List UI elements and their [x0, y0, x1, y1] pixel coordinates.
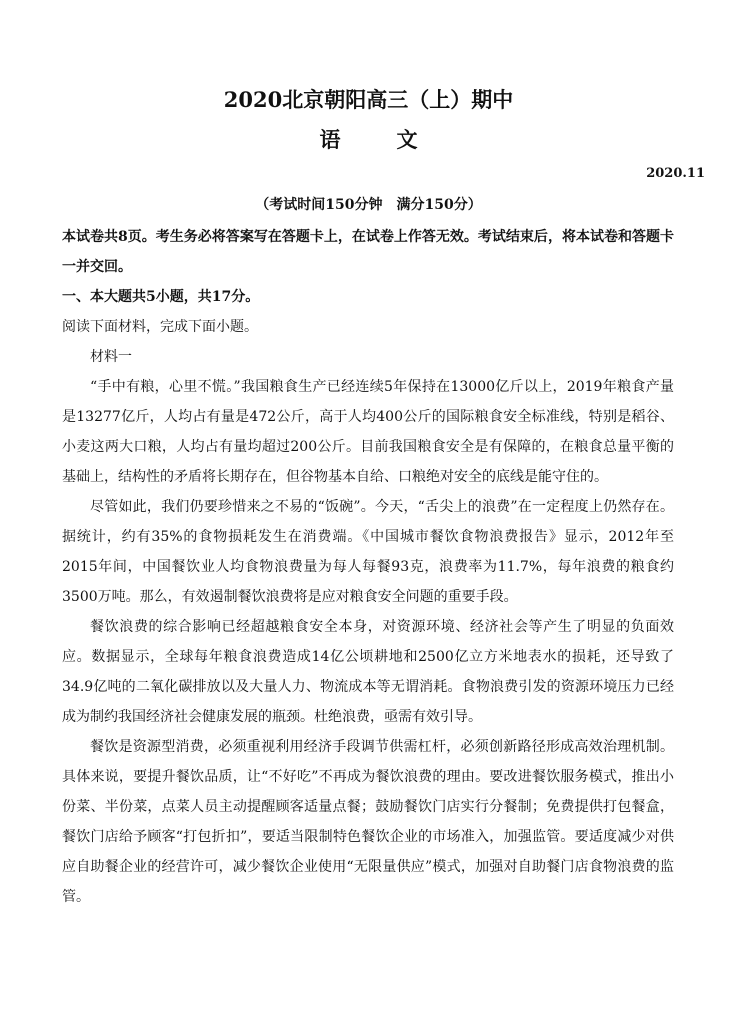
material-label: 材料一	[90, 349, 132, 365]
section-instruction: 阅读下面材料，完成下面小题。	[62, 319, 258, 335]
material-paragraph: 餐饮是资源型消费，必须重视利用经济手段调节供需杠杆，必须创新路径形成高效治理机制。具体来说，要提升餐饮品质，让“不好吃”不再成为餐饮浪费的理由。要改进餐饮服务模式，推出小份菜、半份菜，点菜人员主动提醒顾客适量点餐；鼓励餐饮门店实行分餐制；免费提供打包餐盒，餐饮门店给予顾客“打包折扣”，要适当限制特色餐饮企业的市场准入，加强监管。要适度减少对供应自助餐企业的经营许可，减少餐饮企业使用“无限量供应”模式，加强对自助餐门店食物浪费的监管。	[62, 739, 674, 905]
exam-date: 2020.11	[646, 166, 705, 181]
exam-time-note: （考试时间150分钟 满分150分）	[255, 197, 482, 213]
subject-char-2: 文	[396, 127, 418, 152]
subject-title	[0, 124, 737, 154]
material-paragraph: 餐饮浪费的综合影响已经超越粮食安全本身，对资源环境、经济社会等产生了明显的负面效应。数据显示，全球每年粮食浪费造成14亿公顷耕地和2500亿立方米地表水的损耗，还导致了34.9亿吨的二氧化碳排放以及大量人力、物流成本等无谓消耗。食物浪费引发的资源环境压力已经成为制约我国经济社会健康发展的瓶颈。杜绝浪费，亟需有效引导。	[62, 619, 674, 725]
exam-content	[62, 222, 674, 912]
subject-char-1: 语	[319, 127, 341, 152]
material-paragraph: 尽管如此，我们仍要珍惜来之不易的“饭碗”。今天，“舌尖上的浪费”在一定程度上仍然存在。据统计，约有35%的食物损耗发生在消费端。《中国城市餐饮食物浪费报告》显示，2012年至2015年间，中国餐饮业人均食物浪费量为每人每餐93克，浪费率为11.7%，每年浪费的粮食约3500万吨。那么，有效遏制餐饮浪费将是应对粮食安全问题的重要手段。	[62, 499, 674, 605]
section-heading: 一、本大题共5小题，共17分。	[62, 289, 260, 305]
page-title: 2020北京朝阳高三（上）期中	[223, 87, 514, 112]
exam-notice: 本试卷共8页。考生务必将答案写在答题卡上，在试卷上作答无效。考试结束后，将本试卷和答题卡一并交回。	[62, 229, 674, 275]
material-paragraph: “手中有粮，心里不慌。”我国粮食生产已经连续5年保持在13000亿斤以上，2019年粮食产量是13277亿斤，人均占有量是472公斤，高于人均400公斤的国际粮食安全标准线，特别是稻谷、小麦这两大口粮，人均占有量均超过200公斤。目前我国粮食安全是有保障的，在粮食总量平衡的基础上，结构性的矛盾将长期存在，但谷物基本自给、口粮绝对安全的底线是能守住的。	[62, 379, 674, 485]
